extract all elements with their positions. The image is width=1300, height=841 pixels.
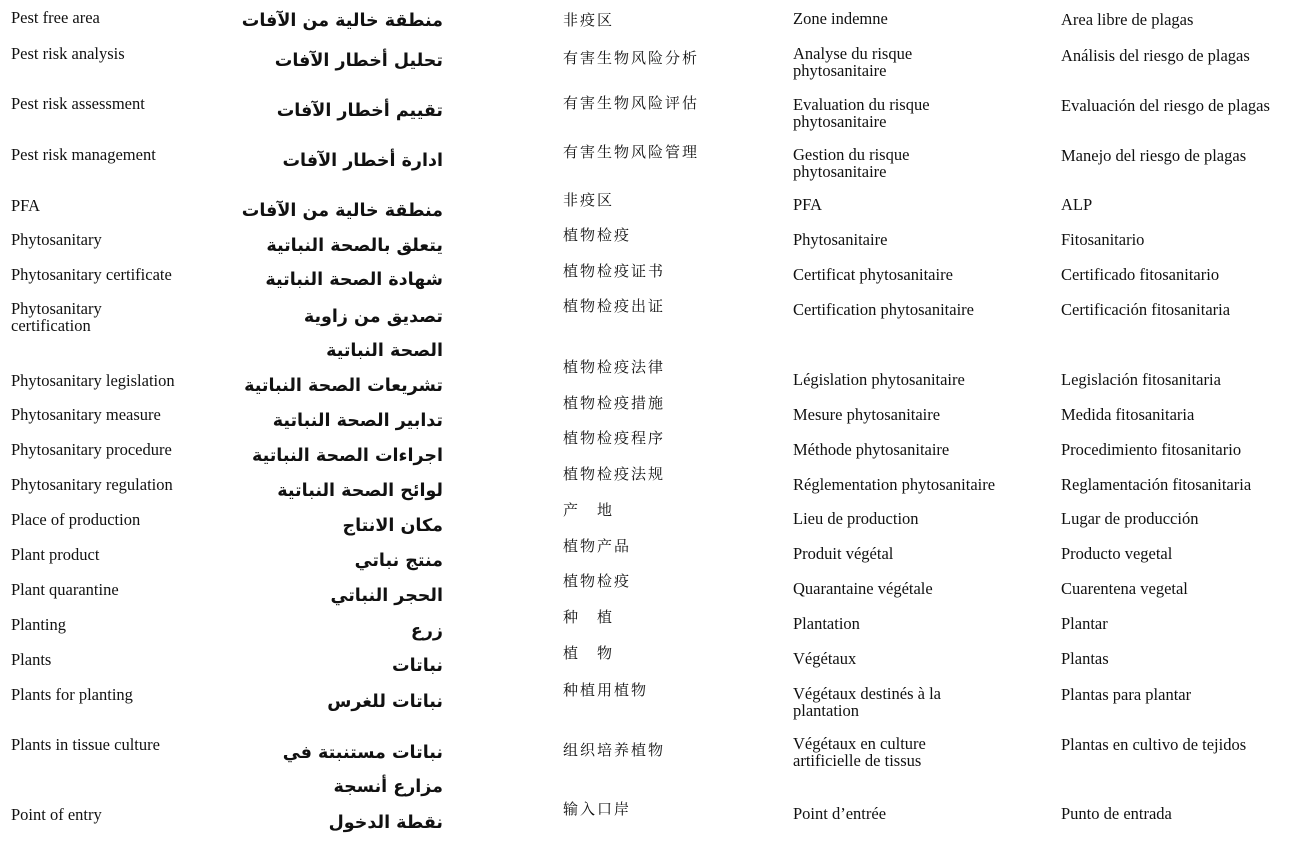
term-spanish: Lugar de producción [1061, 509, 1199, 528]
term-french: Point d’entrée [793, 804, 887, 823]
term-spanish: Análisis del riesgo de plagas [1061, 46, 1250, 65]
term-english: PFA [11, 196, 41, 215]
term-chinese: 组织培养植物 [563, 741, 666, 759]
term-english: Plant quarantine [11, 580, 119, 599]
term-english: Phytosanitary procedure [11, 440, 172, 459]
term-arabic: تشريعات الصحة النباتية [244, 376, 443, 396]
term-arabic: لوائح الصحة النباتية [277, 481, 443, 501]
term-spanish: Plantas para plantar [1061, 685, 1192, 704]
term-spanish: Certificación fitosanitaria [1061, 300, 1231, 319]
term-english: Point of entry [11, 805, 102, 824]
term-chinese: 植物检疫出证 [563, 297, 666, 315]
term-arabic: نباتات [391, 656, 443, 676]
term-arabic: تحليل أخطار الآفات [274, 51, 443, 71]
term-chinese: 植物检疫措施 [563, 394, 666, 412]
term-english: Pest risk management [11, 145, 156, 164]
term-chinese: 非疫区 [563, 191, 615, 209]
term-english: Plants for planting [11, 685, 133, 704]
term-arabic: نقطة الدخول [328, 813, 443, 833]
term-chinese: 种 植 [563, 608, 615, 626]
term-french: Analyse du risque phytosanitaire [793, 44, 913, 80]
term-arabic: مكان الانتاج [342, 516, 443, 536]
term-french: Zone indemne [793, 9, 888, 28]
term-spanish: Plantas en cultivo de tejidos [1061, 735, 1247, 754]
term-french: Mesure phytosanitaire [793, 405, 941, 424]
term-chinese: 产 地 [563, 501, 615, 519]
term-french: Certificat phytosanitaire [793, 265, 953, 284]
term-french: Certification phytosanitaire [793, 300, 974, 319]
term-chinese: 非疫区 [563, 11, 615, 29]
term-chinese: 有害生物风险管理 [563, 143, 700, 161]
term-french: PFA [793, 195, 823, 214]
term-arabic: زرع [410, 621, 443, 641]
term-chinese: 种植用植物 [563, 681, 649, 699]
term-french: Végétaux [793, 649, 857, 668]
term-english: Place of production [11, 510, 141, 529]
term-chinese: 植 物 [563, 644, 615, 662]
term-english: Phytosanitary certificate [11, 265, 172, 284]
term-spanish: Cuarentena vegetal [1061, 579, 1188, 598]
term-french: Lieu de production [793, 509, 919, 528]
term-french: Végétaux en culture artificielle de tissus [793, 734, 926, 770]
term-chinese: 植物产品 [563, 537, 632, 555]
term-spanish: ALP [1061, 195, 1093, 214]
term-english: Phytosanitary certification [11, 299, 102, 335]
term-chinese: 有害生物风险分析 [563, 49, 700, 67]
term-french: Plantation [793, 614, 860, 633]
term-french: Végétaux destinés à la plantation [793, 684, 941, 720]
term-french: Produit végétal [793, 544, 894, 563]
term-arabic: شهادة الصحة النباتية [265, 270, 443, 290]
term-spanish: Plantas [1061, 649, 1109, 668]
term-arabic: تقييم أخطار الآفات [276, 101, 443, 121]
term-english: Pest risk assessment [11, 94, 145, 113]
term-arabic: نباتات مستنبتة في مزارع أنسجة [282, 743, 443, 797]
term-chinese: 植物检疫法律 [563, 358, 666, 376]
term-arabic: تدابير الصحة النباتية [272, 411, 443, 431]
term-english: Phytosanitary measure [11, 405, 161, 424]
term-spanish: Reglamentación fitosanitaria [1061, 475, 1252, 494]
term-spanish: Medida fitosanitaria [1061, 405, 1195, 424]
term-french: Phytosanitaire [793, 230, 888, 249]
term-spanish: Evaluación del riesgo de plagas [1061, 96, 1270, 115]
term-english: Plant product [11, 545, 100, 564]
term-spanish: Plantar [1061, 614, 1108, 633]
term-english: Plants in tissue culture [11, 735, 160, 754]
term-french: Evaluation du risque phytosanitaire [793, 95, 930, 131]
term-english: Pest free area [11, 8, 100, 27]
term-arabic: ادارة أخطار الآفات [282, 151, 443, 171]
term-french: Méthode phytosanitaire [793, 440, 950, 459]
term-chinese: 植物检疫程序 [563, 429, 666, 447]
term-arabic: منطقة خالية من الآفات [241, 201, 443, 221]
term-english: Phytosanitary [11, 230, 102, 249]
term-french: Réglementation phytosanitaire [793, 475, 996, 494]
term-english: Planting [11, 615, 67, 634]
term-chinese: 植物检疫 [563, 226, 632, 244]
term-arabic: الحجر النباتي [330, 586, 443, 606]
term-english: Phytosanitary regulation [11, 475, 173, 494]
term-arabic: منطقة خالية من الآفات [241, 11, 443, 31]
term-arabic: اجراءات الصحة النباتية [251, 446, 443, 466]
term-spanish: Fitosanitario [1061, 230, 1145, 249]
term-chinese: 植物检疫证书 [563, 262, 666, 280]
term-spanish: Certificado fitosanitario [1061, 265, 1220, 284]
term-english: Pest risk analysis [11, 44, 125, 63]
term-spanish: Procedimiento fitosanitario [1061, 440, 1242, 459]
term-french: Gestion du risque phytosanitaire [793, 145, 910, 181]
term-chinese: 输入口岸 [563, 800, 632, 818]
term-spanish: Producto vegetal [1061, 544, 1173, 563]
term-spanish: Area libre de plagas [1061, 10, 1194, 29]
term-english: Plants [11, 650, 52, 669]
term-french: Législation phytosanitaire [793, 370, 965, 389]
term-arabic: منتج نباتي [354, 551, 443, 571]
term-chinese: 植物检疫法规 [563, 465, 666, 483]
term-english: Phytosanitary legislation [11, 371, 175, 390]
term-arabic: نباتات للغرس [327, 692, 443, 712]
term-arabic: يتعلق بالصحة النباتية [266, 236, 443, 256]
term-french: Quarantaine végétale [793, 579, 933, 598]
term-spanish: Punto de entrada [1061, 804, 1172, 823]
term-chinese: 植物检疫 [563, 572, 632, 590]
term-spanish: Legislación fitosanitaria [1061, 370, 1221, 389]
term-arabic: تصديق من زاوية الصحة النباتية [303, 307, 443, 361]
term-chinese: 有害生物风险评估 [563, 94, 700, 112]
term-spanish: Manejo del riesgo de plagas [1061, 146, 1247, 165]
